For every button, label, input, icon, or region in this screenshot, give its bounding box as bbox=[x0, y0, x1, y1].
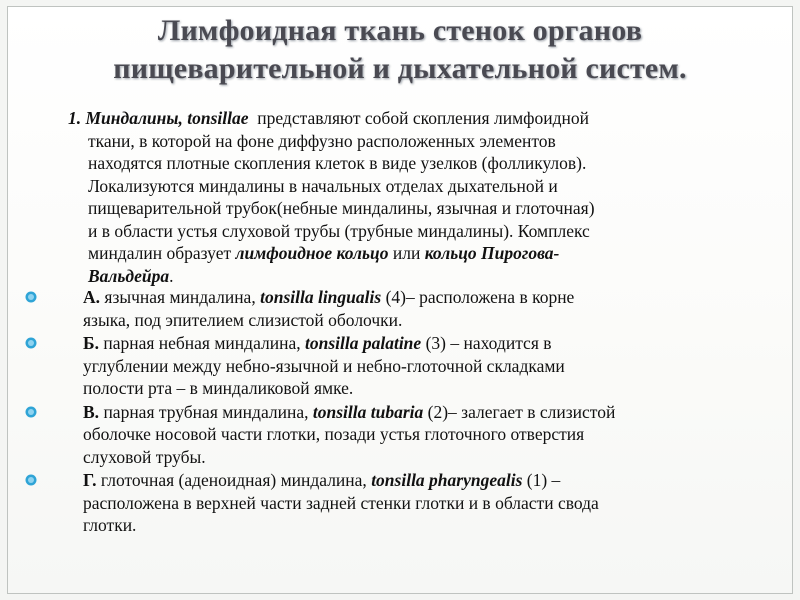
bullet-dot-inner bbox=[28, 477, 34, 483]
intro-text-1: представляют собой скопления лимфоидной bbox=[248, 108, 589, 128]
intro-line-3: находятся плотные скопления клеток в виде узелков (фолликулов). bbox=[88, 153, 587, 173]
bullet-icon bbox=[25, 291, 37, 303]
bullet-dot-inner bbox=[28, 409, 34, 415]
bullet-letter: Б. bbox=[83, 333, 99, 353]
bullet-line-2: расположена в верхней части задней стенки глотки и в области свода bbox=[83, 492, 599, 513]
bullet-line-1 bbox=[83, 286, 763, 309]
bullet-dot-inner bbox=[28, 340, 34, 346]
bullet-line-2: углублении между небно-язычной и небно-глоточной складками bbox=[83, 355, 565, 376]
bullet-line-1 bbox=[83, 332, 763, 355]
list-item bbox=[0, 401, 763, 469]
bullet-icon bbox=[25, 337, 37, 349]
bullet-pre: язычная миндалина, bbox=[100, 287, 261, 307]
bullet-pre: глоточная (аденоидная) миндалина, bbox=[96, 470, 372, 490]
bullet-line-3: слуховой трубы. bbox=[83, 446, 206, 467]
bullet-icon bbox=[25, 406, 37, 418]
intro-line-7 bbox=[88, 242, 768, 265]
intro-end: . bbox=[169, 265, 174, 286]
title-line-1: Лимфоидная ткань стенок органов bbox=[157, 14, 643, 47]
bullet-rest: (4)– расположена в корне bbox=[381, 287, 575, 307]
bullet-line-2: языка, под эпителием слизистой оболочки. bbox=[83, 309, 403, 330]
intro-text-7: миндалин образует bbox=[88, 243, 236, 263]
list-item bbox=[0, 332, 763, 400]
bullet-letter: Г. bbox=[83, 470, 97, 490]
bullet-rest: (3) – находится в bbox=[421, 333, 552, 353]
bullet-rest: (2)– залегает в слизистой bbox=[423, 401, 616, 422]
intro-line-6: и в области устья слуховой трубы (трубные миндалины). Комплекс bbox=[88, 220, 590, 241]
bullet-line-3: полости рта – в миндаликовой ямке. bbox=[83, 378, 354, 398]
bullet-line-3: глотки. bbox=[83, 515, 137, 535]
term-pirogov-ring: кольцо Пирогова- bbox=[424, 243, 560, 263]
intro-line-4: Локализуются миндалины в начальных отделах дыхательной и bbox=[88, 175, 558, 196]
slide-title bbox=[0, 12, 800, 88]
term-waldeyer: Вальдейра bbox=[88, 265, 170, 286]
bullet-list bbox=[0, 286, 800, 538]
intro-line-5: пищеварительной трубок(небные миндалины, язычная и глоточная) bbox=[88, 198, 595, 218]
bullet-pre: парная трубная миндалина, bbox=[99, 401, 313, 422]
bullet-letter: В. bbox=[83, 401, 100, 422]
intro-label: 1. Миндалины, tonsillae bbox=[68, 108, 249, 128]
intro-paragraph bbox=[68, 107, 768, 287]
list-item bbox=[0, 286, 763, 331]
intro-or: или bbox=[388, 243, 425, 263]
bullet-icon bbox=[25, 474, 37, 486]
title-line-2: пищеварительной и дыхательной систем. bbox=[113, 52, 687, 85]
term-lymphoid-ring: лимфоидное кольцо bbox=[235, 243, 389, 263]
bullet-pre: парная небная миндалина, bbox=[98, 333, 305, 353]
intro-line-2: ткани, в которой на фоне диффузно расположенных элементов bbox=[88, 130, 556, 151]
intro-line-8 bbox=[88, 265, 768, 288]
list-item bbox=[0, 469, 763, 537]
bullet-rest: (1) – bbox=[522, 470, 561, 490]
intro-line-1 bbox=[68, 107, 748, 130]
bullet-latin-term: tonsilla palatine bbox=[304, 333, 422, 353]
bullet-latin-term: tonsilla tubaria bbox=[312, 401, 424, 422]
bullet-latin-term: tonsilla pharyngealis bbox=[371, 470, 523, 490]
bullet-letter: А. bbox=[83, 287, 101, 307]
bullet-line-1 bbox=[83, 469, 763, 492]
bullet-line-1 bbox=[83, 401, 763, 424]
bullet-dot-inner bbox=[28, 294, 34, 300]
bullet-line-2: оболочке носовой части глотки, позади устья глоточного отверстия bbox=[83, 424, 585, 444]
bullet-latin-term: tonsilla lingualis bbox=[260, 287, 382, 307]
